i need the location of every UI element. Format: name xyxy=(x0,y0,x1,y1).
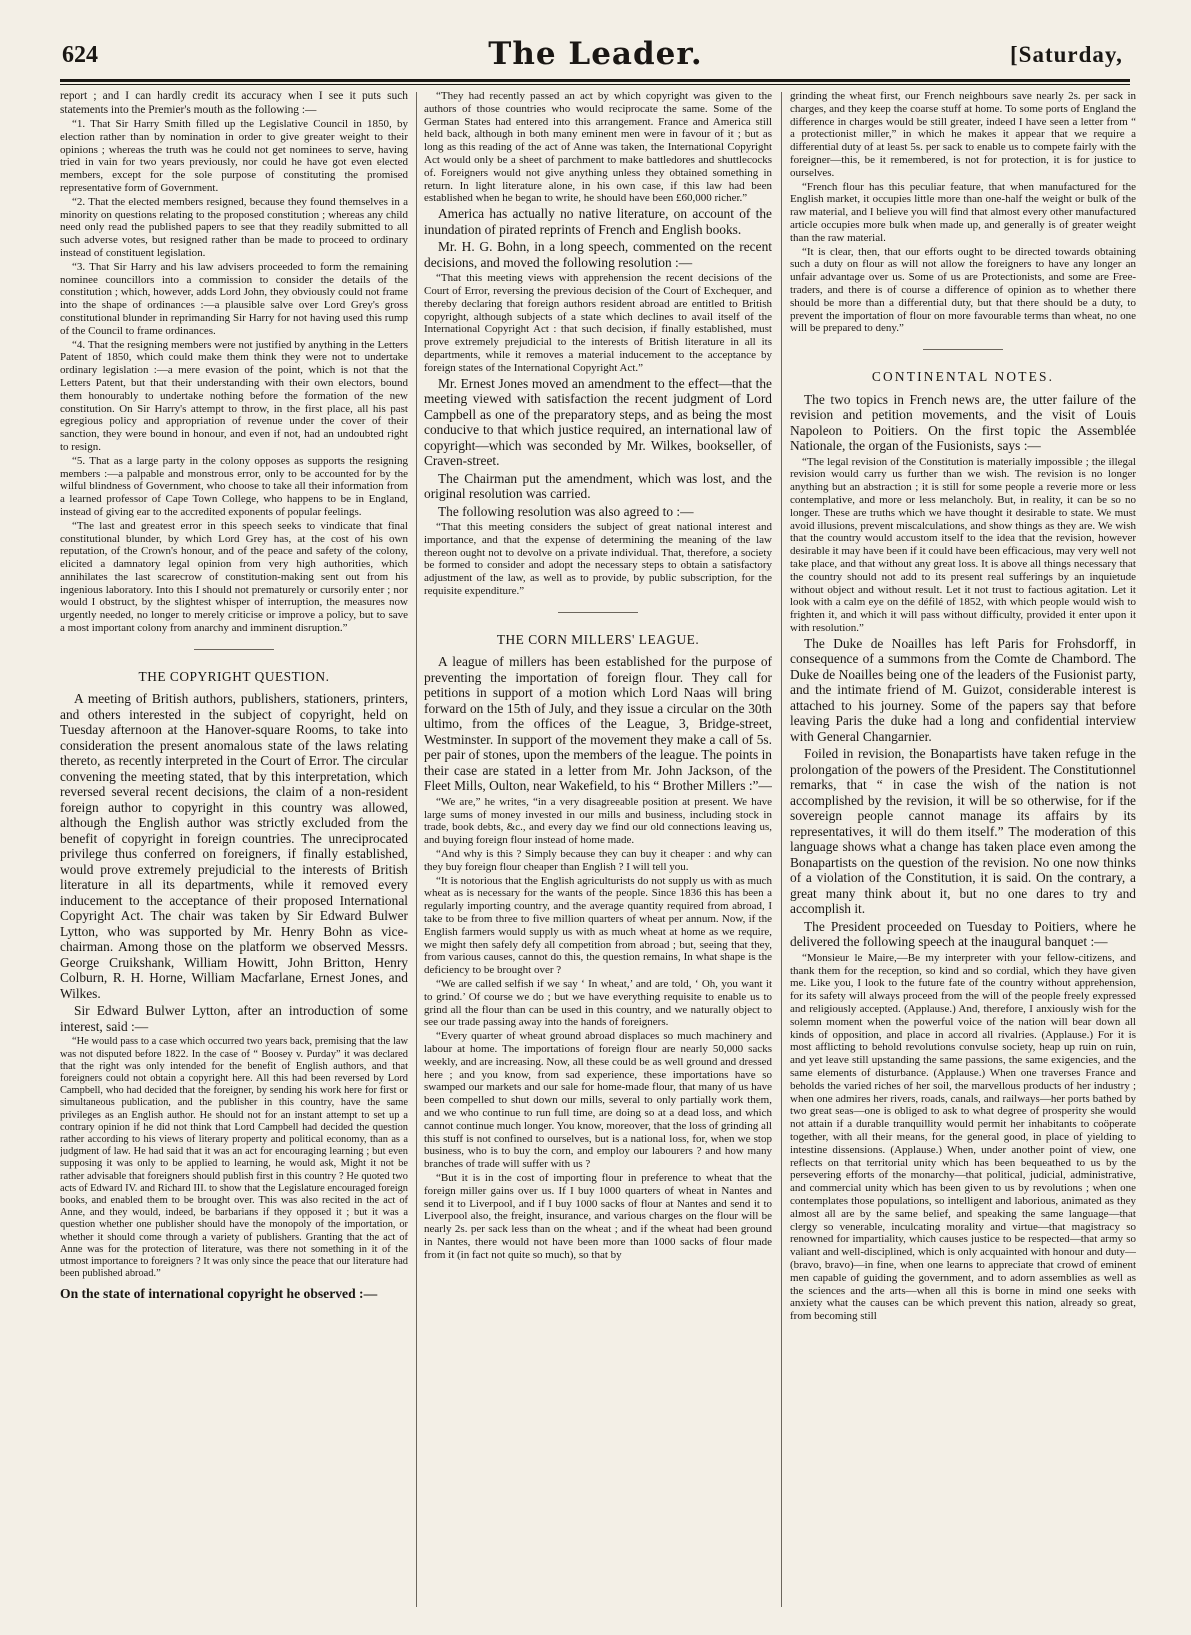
paragraph: “3. That Sir Harry and his law advisers proceeded to form the remaining nominee councillors into a commission to consider the details of the constitution ; which, however, adds Lord John, they obviously could not frame into the shape of ordinances :—a plausible salve over Lord Grey's gross constitutional blunder in reprimanding Sir Harry for not having used this rump of the Council to frame ordinances. xyxy=(60,260,408,337)
paragraph: The Duke de Noailles has left Paris for Frohsdorff, in consequence of a summons from the Comte de Chambord. The Duke de Noailles being one of the leaders of the Fusionist party, and the intimate friend of M. Guizot, considerable interest is attached to his journey. Some of the papers say that before leaving Paris the duke had a long and confidential interview with General Changarnier. xyxy=(790,635,1136,744)
paragraph: report ; and I can hardly credit its accuracy when I see it puts such statements into the Premier's mouth as the following :— xyxy=(60,90,408,116)
paragraph: “We are called selfish if we say ‘ In wheat,’ and are told, ‘ Oh, you want it to grind.’ Of course we do ; but we have everything requisite to enable us to grind all the flour than can be used in this country, and we naturally object to see our trade passing away into the hands of foreigners. xyxy=(424,977,772,1029)
paragraph: Mr. Ernest Jones moved an amendment to the effect—that the meeting viewed with satisfaction the recent judgment of Lord Campbell as one of the preparatory steps, and as being the most conducive to that which justice required, an international law of copyright—which was seconded by Mr. Wilkes, bookseller, of Craven-street. xyxy=(424,375,772,469)
paragraph: “French flour has this peculiar feature, that when manufactured for the English market, it occupies little more than one-half the weight or bulk of the raw material, and I believe you will find that almost every other manufactured article occupies more bulk when made up, and generally is of greater weight than the raw material. xyxy=(790,180,1136,244)
paragraph: “We are,” he writes, “in a very disagreeable position at present. We have large sums of money invested in our mills and business, including stock in trade, book debts, &c., and every day we find our old connections leaving us, and buying foreign flour instead of home made. xyxy=(424,795,772,847)
paragraph: “He would pass to a case which occurred two years back, premising that the law was not disputed before 1822. In the case of “ Boosey v. Purday” it was declared that the right was only intended for the benefit of English authors, and that foreigners could not obtain a copyright here. All this had been reversed by Lord Campbell, who had decided that the foreigner, by sending his work here for first or simultaneous publication, and the publisher in this country, have the same privileges as an English author. He should not for an instant attempt to set up a contrary opinion if he did not think that Lord Campbell had decided the question rather according to his views of literary property and political economy, than as a judgment of law. He had said that it was an act for encouraging learning ; but even supposing it was only to be applied to learning, he would ask, Might it not be rather advisable that foreigners should publish first in this country ? He quoted two acts of Edward IV. and Richard III. to show that the Legislature encouraged foreign books, and enabled them to be brought over. This was also recited in the act of Anne, and they would, indeed, be barbarians if they opposed it ; but it was a question whether one publisher should have the monopoly of the importation, or whether it should come through a variety of publishers. Granting that the act of Anne was for the protection of literature, was there not something in it of the utmost importance to foreigners ? It was only since the peace that our literature had been published abroad.” xyxy=(60,1036,408,1280)
paragraph: “It is notorious that the English agriculturists do not supply us with as much wheat as is necessary for the wants of the people. Since 1836 this has been a regularly importing country, and the average quantity required from abroad, I take to be from three to five million quarters of wheat per annum. Now, if the English farmers would supply us with as much wheat at home as we require, we might then safely defy all competition from abroad ; but, seeing that they, from various causes, cannot do this, the question remains, In what shape is the deficiency to be brought over ? xyxy=(424,874,772,977)
paragraph: America has actually no native literature, on account of the inundation of pirated reprints of French and English books. xyxy=(424,206,772,237)
paragraph: “5. That as a large party in the colony opposes as supports the resigning members :—a palpable and monstrous error, only to be accounted for by the wilful blindness of Government, who choose to take all their information from a learned professor of Cape Town College, who happens to be in England, instead of giving ear to the accredited exponents of popular feelings. xyxy=(60,454,408,518)
issue-day: [Saturday, xyxy=(1010,42,1123,67)
paragraph: A meeting of British authors, publishers, stationers, printers, and others interested in the subject of copyright, held on Tuesday afternoon at the Hanover-square Rooms, to take into consideration the present anomalous state of the laws relating thereto, as recently interpreted in the Court of Error. The circular convening the meeting stated, that by this interpretation, which reversed several recent decisions, the claim of a non-resident foreign author to copyright in this country was allowed, although the English author was strictly excluded from the benefit of copyright in foreign countries. The unreciprocated privilege thus conferred on foreigners, if finally established, would prove extremely prejudicial to the interests of British literature in all its departments, while it removed every inducement to the acceptance of their proposed International Copyright Act. The chair was taken by Sir Edward Bulwer Lytton, who was supported by Mr. Henry Bohn as vice-chairman. Among those on the platform we observed Messrs. George Cruikshank, William Howitt, John Britton, Henry Colburn, R. H. Horne, William Macfarlane, Ernest Jones, and Wilkes. xyxy=(60,691,408,1001)
section-divider xyxy=(194,649,274,650)
column-middle xyxy=(424,90,772,1610)
header-rule-thick xyxy=(60,79,1130,82)
paragraph: grinding the wheat first, our French neighbours save nearly 2s. per sack in charges, and they keep the coarse stuff at home. To some ports of England the difference in charges would be still greater, indeed I have seen a letter from “ a protectionist miller,” in which he makes it appear that we require a differential duty of at least 5s. per sack to enable us to compete fairly with the foreigner—this, be it remembered, is not for protection, it is for justice to ourselves. xyxy=(790,90,1136,179)
column-divider xyxy=(781,92,782,1607)
section-divider xyxy=(558,612,638,613)
paragraph: “Monsieur le Maire,—Be my interpreter with your fellow-citizens, and thank them for the reception, so kind and so cordial, which they have given me. Like you, I look to the future fate of the country without apprehension, for its safety will always proceed from the will of the people freely expressed and religiously accepted. (Applause.) And, therefore, I anxiously wish for the solemn moment when the powerful voice of the nation will bear down all kinds of opposition, and place in accord all rivalries. (Applause.) For it is most afflicting to behold revolutions convulse society, heap up ruin on ruin, and yet leave still upstanding the same passions, the same exigencies, and the same elements of disturbance. (Applause.) When one traverses France and beholds the varied riches of her soil, the marvellous products of her industry ; when one admires her rivers, roads, canals, and railways—her ports bathed by two great seas—one is obliged to ask to what degree of prosperity she would not attain if a durable tranquillity would permit her inhabitants to coöperate together, with all their means, for the general good, in place of yielding to intestine dissensions. (Applause.) When, under another point of view, one reflects on that territorial unity which has been bequeathed to us by the persevering efforts of the monarchy—that political, judicial, administrative, and commercial unity which has been given to us by revolutions ; when one contemplates those populations, so intelligent and laborious, animated as they almost all are by the same belief, and speaking the same language—that clergy so venerable, inculcating morality and virtue—that magistracy so renowned for impartiality, which causes justice to be respected—that army so valiant and well-disciplined, which is only acquainted with honour and duty—(bravo, bravo)—in fine, when one learns to appreciate that crowd of eminent men capable of guiding the government, and to adorn assemblies as well as the sciences and the arts—when all this is borne in mind one seeks with anxiety what the causes can be which prevent this nation, already so great, from becoming still xyxy=(790,951,1136,1323)
paragraph: On the state of international copyright he observed :— xyxy=(60,1286,378,1302)
section-heading-copyright: THE COPYRIGHT QUESTION. xyxy=(138,668,330,684)
paragraph: “It is clear, then, that our efforts ought to be directed towards obtaining such a duty on flour as will not allow the foreigners to have any longer an unfair advantage over us. Some of us are Protectionists, and some are Free-traders, and there is of course a difference of opinion as to whether there should be more than a differential duty, but that there should be a duty, to prevent the importation of flour on more favourable terms than wheat, no one will be prepared to deny.” xyxy=(790,245,1136,335)
column-divider xyxy=(416,92,417,1607)
column-right xyxy=(790,90,1136,1610)
paragraph: Mr. H. G. Bohn, in a long speech, commented on the recent decisions, and moved the following resolution :— xyxy=(424,239,772,270)
section-divider xyxy=(923,349,1003,350)
paragraph: “That this meeting views with apprehension the recent decisions of the Court of Error, reversing the previous decision of the Court of Exchequer, and thereby declaring that foreign authors resident abroad are entitled to British copyright, although subjects of a state which declines to avail itself of the International Copyright Act : that such decision, if finally established, must prove extremely prejudicial to the interests of British literature in all its departments, while it removes a material inducement to the acceptance by foreign states of the International Copyright Act.” xyxy=(424,272,772,374)
paragraph: Sir Edward Bulwer Lytton, after an introduction of some interest, said :— xyxy=(60,1003,408,1034)
section-heading-continental: CONTINENTAL NOTES. xyxy=(871,369,1055,385)
column-left xyxy=(60,90,408,1610)
section-heading-corn-millers: THE CORN MILLERS' LEAGUE. xyxy=(496,631,700,647)
paragraph: The President proceeded on Tuesday to Poitiers, where he delivered the following speech at the inaugural banquet :— xyxy=(790,918,1136,950)
paragraph: A league of millers has been established for the purpose of preventing the importation of foreign flour. They call for petitions in support of a motion which Lord Naas will bring forward on the 15th of July, and they issue a circular on the 30th ultimo, from the offices of the League, 3, Bridge-street, Westminster. In support of the movement they make a call of 5s. per pair of stones, upon the members of the league. The points in their case are stated in a letter from Mr. John Jackson, of the Fleet Mills, Oulton, near Wakefield, to his “ Brother Millers :”— xyxy=(424,654,772,794)
header-rule-thin xyxy=(60,84,1130,85)
paragraph: “Every quarter of wheat ground abroad displaces so much machinery and labour at home. The importations of foreign flour are nearly 50,000 sacks weekly, and are increasing. Now, all these could be as well ground and dressed here ; and you know, from sad experience, these importations have so swamped our markets and our sale for home-made flour, that many of us have been compelled to shut down our mills, several to only partially work them, and we who continue to run full time, are doing so at a dead loss, and which cannot continue much longer. You know, moreover, that the loss of grinding all this stuff is not confined to ourselves, but is a national loss, for, when we stop business, who is to buy the corn, and employ our labourers ? and how many branches of trade will suffer with us ? xyxy=(424,1030,772,1171)
paragraph: “2. That the elected members resigned, because they found themselves in a minority on questions relating to the proposed constitution ; whereas any child need only read the published papers to see that they readily submitted to all such adverse votes, but resigned rather than be made to proceed to ordinary instead of constituent legislation. xyxy=(60,195,408,259)
paragraph: “4. That the resigning members were not justified by anything in the Letters Patent of 1850, which could make them think they were not to undertake ordinary legislation :—a mere evasion of the point, which is not that the Letters Patent, but that their understanding with their own electors, bound them honourably to undertake nothing before the formation of the new constitution. On Sir Harry's attempt to throw, in the first place, all his past egregious policy and appropriation of revenue under the cover of their sanction, they were bound in honour, and even if not, had an undoubted right to resign. xyxy=(60,338,408,453)
paragraph: Foiled in revision, the Bonapartists have taken refuge in the prolongation of the powers of the President. The Constitutionnel remarks, that “ in case the wish of the nation is not accomplished by the revision, it will be so otherwise, for if the sovereign people cannot manage its affairs by its representatives, it will do them itself.” The moderation of this language shows what a change has taken place even among the Bonapartists on the question of the revision. No one now thinks of a violation of the Constitution, it is said. On the contrary, a great many think about it, but no one dares to try and accomplish it. xyxy=(790,746,1136,917)
newspaper-title: The Leader. xyxy=(488,36,703,72)
paragraph: “1. That Sir Harry Smith filled up the Legislative Council in 1850, by election rather than by nomination in order to give greater weight to their opinions ; whereas the truth was he could not get nominees to serve, having tried in vain for two years previously, nor could he have got even elected members, except for the sole purpose of constituting the promised representative form of Government. xyxy=(60,118,408,194)
paragraph: “The legal revision of the Constitution is materially impossible ; the illegal revision would carry us further than we wish. The revision is no longer anything but an abstraction ; it is still for some people a reverie more or less contemplative, and more or less melancholy. But, in reality, it can be so no longer. These are truths which we have thought it desirable to state. We must avoid illusions, prevent miscalculations, and show things as they are. We wish that the country would accustom itself to the idea that the revision, however desirable it may have been if it could have been efficacious, may very well not take place, and that without any great loss. It is above all things necessary that the country should not add to its present real sufferings by an inquietude without object and without result. Let it not trust to factious agitation. Let it look with a calm eye on the défilé of 1852, with which people would wish to frighten it, and which it will pass without difficulty, provided it enter upon it with resolution.” xyxy=(790,455,1136,634)
paragraph: “And why is this ? Simply because they can buy it cheaper : and why can they buy foreign flour cheaper than English ? I will tell you. xyxy=(424,848,772,873)
paragraph: “But it is in the cost of importing flour in preference to wheat that the foreign miller gains over us. If I buy 1000 quarters of wheat in Nantes and send it to Liverpool, and if I buy 1000 sacks of flour at Nantes and send it to Liverpool also, the freight, insurance, and various charges on the flour will be nearly 2s. per sack less than on the wheat ; and if the wheat had been ground in Nantes, there would not have been more than 1000 sacks of flour made from it (in fact not quite so much), so that by xyxy=(424,1171,772,1261)
paragraph: “That this meeting considers the subject of great national interest and importance, and that the expense of determining the meaning of the law thereon ought not to devolve on a private individual. That, therefore, a society be formed to consider and adopt the necessary steps to obtain a satisfactory adjustment of the law, as well as to provide, by public subscription, for the requisite expenditure.” xyxy=(424,521,772,598)
page-number: 624 xyxy=(62,42,98,68)
masthead xyxy=(0,36,1191,76)
paragraph: The following resolution was also agreed to :— xyxy=(438,503,694,519)
paragraph: “The last and greatest error in this speech seeks to vindicate that final constitutional blunder, by which Lord Grey has, at the cost of his own reputation, of the Crown's honour, and of the peace and safety of the colony, elicited a damnatory legal opinion from very high authorities, which annihilates the last scarecrow of constitution-making sent out from his ingenious laboratory. Into this I should not prematurely or cursorily enter ; nor would I obstruct, by the slightest whisper of interruption, the measures now urgently needed, no longer to merely criticise or improve a policy, but to save a most important colony from anarchy and imminent disruption.” xyxy=(60,519,408,635)
paragraph: The two topics in French news are, the utter failure of the revision and petition movements, and the visit of Louis Napoleon to Poitiers. On the first topic the Assemblée Nationale, the organ of the Fusionists, says :— xyxy=(790,391,1136,454)
paragraph: The Chairman put the amendment, which was lost, and the original resolution was carried. xyxy=(424,470,772,502)
paragraph: “They had recently passed an act by which copyright was given to the authors of those countries who would reciprocate the same. Some of the German States had entered into this arrangement. France and America still held back, although in both many eminent men were in favour of it ; but as long as this reading of the act of Anne was taken, the International Copyright Act would only be a sheet of parchment to make battledores and shuttlecocks of. Foreigners would not give anything unless they obtained something in return. In light literature alone, in his own case, if this law had been established when he began to write, he should have been £60,000 richer.” xyxy=(424,90,772,205)
